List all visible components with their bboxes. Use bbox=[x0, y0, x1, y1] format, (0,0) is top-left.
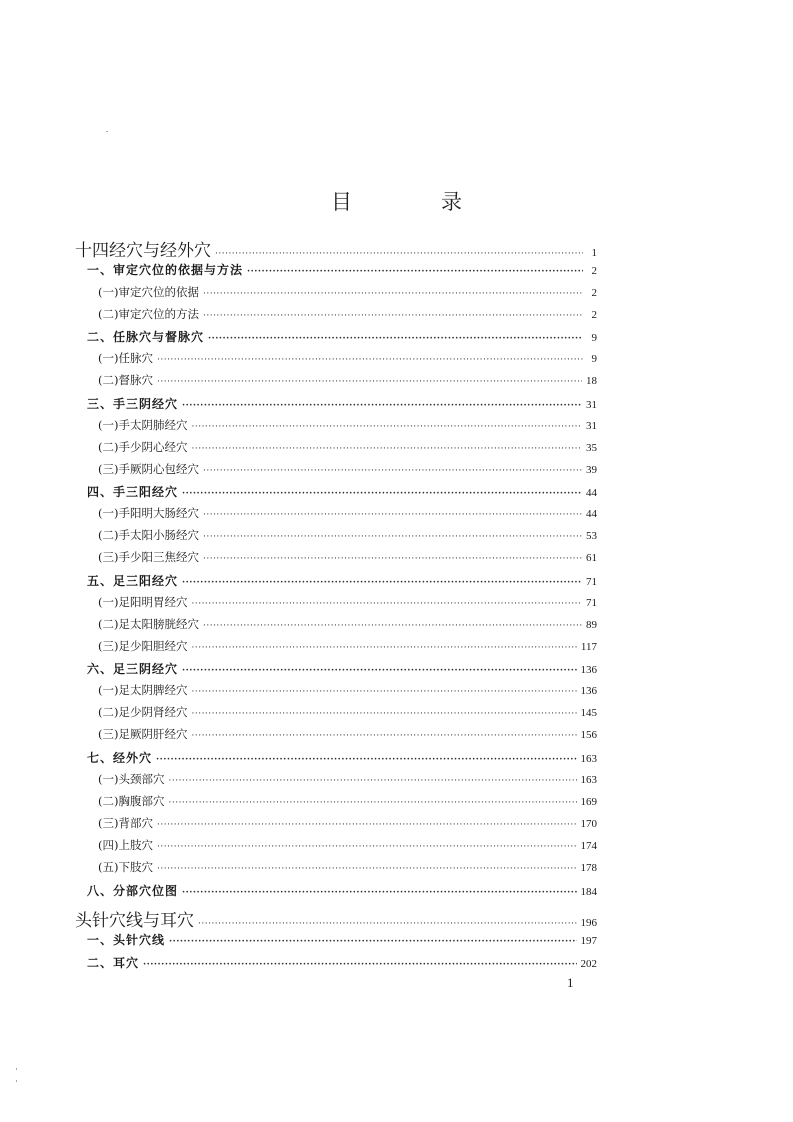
toc-entry-label: 四、手三阳经穴 bbox=[87, 485, 179, 499]
dot-leader bbox=[203, 312, 583, 321]
toc-subsection[interactable] bbox=[98, 616, 597, 632]
toc-entry-label: 头针穴线与耳穴 bbox=[75, 911, 194, 931]
toc-entry-page: 35 bbox=[586, 442, 597, 454]
toc-subsection[interactable] bbox=[98, 682, 597, 698]
toc-section[interactable] bbox=[87, 660, 597, 677]
toc-section[interactable] bbox=[87, 749, 597, 766]
toc-section[interactable] bbox=[87, 882, 597, 899]
dot-leader bbox=[247, 268, 583, 277]
toc-entry-page: 2 bbox=[591, 309, 597, 321]
dot-leader bbox=[157, 378, 582, 387]
toc-subsection[interactable] bbox=[98, 771, 597, 787]
toc-section[interactable] bbox=[87, 395, 597, 412]
toc-entry-page: 2 bbox=[591, 287, 597, 299]
toc-entry-page: 169 bbox=[580, 796, 597, 808]
toc-entry-page: 1 bbox=[591, 247, 597, 259]
toc-entry-page: 145 bbox=[580, 707, 597, 719]
toc-section[interactable] bbox=[87, 261, 597, 278]
dot-leader bbox=[203, 555, 582, 564]
toc-entry-page: 44 bbox=[586, 508, 597, 520]
dot-leader bbox=[143, 961, 576, 970]
toc-entry-label: 五、足三阳经穴 bbox=[87, 574, 179, 588]
toc-entry-label: (二)督脉穴 bbox=[98, 373, 153, 387]
toc-entry-page: 202 bbox=[580, 958, 597, 970]
dot-leader bbox=[191, 644, 576, 653]
toc-subsection[interactable] bbox=[98, 527, 597, 543]
toc-entry-label: 十四经穴与经外穴 bbox=[75, 241, 211, 261]
dot-leader bbox=[203, 511, 582, 520]
toc-entry-label: 七、经外穴 bbox=[87, 751, 153, 765]
scan-speck bbox=[106, 131, 108, 132]
toc-entry-label: 一、头针穴线 bbox=[87, 933, 166, 947]
dot-leader bbox=[182, 579, 582, 588]
toc-entry-label: (二)审定穴位的方法 bbox=[98, 307, 199, 321]
toc-entry-page: 163 bbox=[580, 774, 597, 786]
dot-leader bbox=[157, 843, 577, 852]
toc-subsection[interactable] bbox=[98, 793, 597, 809]
toc-subsection[interactable] bbox=[98, 284, 597, 300]
dot-leader bbox=[191, 423, 582, 432]
toc-section[interactable] bbox=[87, 328, 597, 345]
toc-entry-page: 39 bbox=[586, 464, 597, 476]
dot-leader bbox=[203, 622, 582, 631]
toc-entry-page: 9 bbox=[591, 332, 597, 344]
toc-entry-page: 18 bbox=[586, 375, 597, 387]
toc-section[interactable] bbox=[87, 931, 597, 948]
dot-leader bbox=[182, 889, 576, 898]
toc-subsection[interactable] bbox=[98, 815, 597, 831]
page-title: 目 录 bbox=[331, 190, 496, 214]
toc-section[interactable] bbox=[87, 572, 597, 589]
toc-subsection[interactable] bbox=[98, 859, 597, 875]
toc-entry-page: 61 bbox=[586, 552, 597, 564]
toc-entry-label: (二)胸腹部穴 bbox=[98, 794, 165, 808]
toc-entry-label: (三)足厥阴肝经穴 bbox=[98, 727, 188, 741]
toc-entry-page: 71 bbox=[586, 576, 597, 588]
dot-leader bbox=[198, 920, 577, 929]
toc-entry-label: (二)足少阴肾经穴 bbox=[98, 705, 188, 719]
toc-subsection[interactable] bbox=[98, 461, 597, 477]
toc-entry-page: 31 bbox=[586, 399, 597, 411]
toc-subsection[interactable] bbox=[98, 306, 597, 322]
toc-subsection[interactable] bbox=[98, 638, 597, 654]
toc-entry-label: (三)足少阳胆经穴 bbox=[98, 639, 188, 653]
toc-entry-page: 136 bbox=[580, 685, 597, 697]
toc-entry-label: (一)手太阴肺经穴 bbox=[98, 418, 188, 432]
dot-leader bbox=[157, 821, 577, 830]
toc-subsection[interactable] bbox=[98, 439, 597, 455]
dot-leader bbox=[156, 756, 576, 765]
toc-entry-label: 三、手三阴经穴 bbox=[87, 397, 179, 411]
dot-leader bbox=[157, 865, 577, 874]
toc-entry-label: (三)手少阳三焦经穴 bbox=[98, 550, 199, 564]
toc-entry-label: (五)下肢穴 bbox=[98, 860, 153, 874]
toc-subsection[interactable] bbox=[98, 350, 597, 366]
dot-leader bbox=[203, 533, 582, 542]
toc-entry-label: 二、耳穴 bbox=[87, 956, 140, 970]
toc-subsection[interactable] bbox=[98, 704, 597, 720]
toc-subsection[interactable] bbox=[98, 837, 597, 853]
dot-leader bbox=[182, 402, 582, 411]
toc-entry-page: 196 bbox=[580, 917, 597, 929]
dot-leader bbox=[182, 667, 576, 676]
toc-entry-label: (二)足太阳膀胱经穴 bbox=[98, 617, 199, 631]
toc-subsection[interactable] bbox=[98, 549, 597, 565]
toc-entry-label: (三)背部穴 bbox=[98, 816, 153, 830]
dot-leader bbox=[168, 777, 576, 786]
toc-section[interactable] bbox=[87, 954, 597, 971]
toc-entry-page: 71 bbox=[586, 597, 597, 609]
toc-subsection[interactable] bbox=[98, 417, 597, 433]
toc-entry-label: (二)手太阳小肠经穴 bbox=[98, 528, 199, 542]
toc-chapter[interactable] bbox=[75, 906, 597, 931]
toc-entry-page: 163 bbox=[580, 753, 597, 765]
toc-subsection[interactable] bbox=[98, 726, 597, 742]
toc-subsection[interactable] bbox=[98, 594, 597, 610]
dot-leader bbox=[191, 600, 582, 609]
page-number: 1 bbox=[567, 975, 574, 990]
dot-leader bbox=[182, 490, 582, 499]
toc-entry-label: (一)足阳明胃经穴 bbox=[98, 595, 188, 609]
scan-speck bbox=[16, 1080, 17, 1082]
dot-leader bbox=[191, 445, 582, 454]
dot-leader bbox=[191, 710, 576, 719]
toc-chapter[interactable] bbox=[75, 236, 597, 261]
dot-leader bbox=[157, 356, 583, 365]
toc-entry-label: (一)足太阴脾经穴 bbox=[98, 683, 188, 697]
scan-speck bbox=[16, 1068, 17, 1070]
toc-entry-page: 31 bbox=[586, 420, 597, 432]
dot-leader bbox=[169, 938, 576, 947]
toc-entry-label: (一)审定穴位的依据 bbox=[98, 285, 199, 299]
toc-entry-page: 89 bbox=[586, 619, 597, 631]
toc-subsection[interactable] bbox=[98, 505, 597, 521]
toc-entry-page: 174 bbox=[580, 840, 597, 852]
toc-entry-page: 136 bbox=[580, 664, 597, 676]
toc-entry-label: (一)头颈部穴 bbox=[98, 772, 165, 786]
toc-entry-label: 二、任脉穴与督脉穴 bbox=[87, 330, 205, 344]
toc-entry-page: 184 bbox=[580, 886, 597, 898]
toc-entry-label: 六、足三阴经穴 bbox=[87, 662, 179, 676]
toc-entry-page: 197 bbox=[580, 935, 597, 947]
toc-entry-page: 156 bbox=[580, 729, 597, 741]
dot-leader bbox=[215, 250, 583, 259]
dot-leader bbox=[203, 290, 583, 299]
toc-entry-page: 117 bbox=[580, 641, 597, 653]
toc-entry-label: (二)手少阴心经穴 bbox=[98, 440, 188, 454]
dot-leader bbox=[191, 732, 576, 741]
toc-entry-label: (一)任脉穴 bbox=[98, 351, 153, 365]
toc-entry-page: 170 bbox=[580, 818, 597, 830]
dot-leader bbox=[168, 799, 576, 808]
dot-leader bbox=[203, 467, 582, 476]
toc-entry-label: 一、审定穴位的依据与方法 bbox=[87, 263, 244, 277]
dot-leader bbox=[208, 335, 583, 344]
toc-entry-page: 9 bbox=[591, 353, 597, 365]
toc-subsection[interactable] bbox=[98, 372, 597, 388]
toc-entry-page: 44 bbox=[586, 487, 597, 499]
toc-entry-label: (三)手厥阴心包经穴 bbox=[98, 462, 199, 476]
toc-entry-label: (四)上肢穴 bbox=[98, 838, 153, 852]
toc-entry-label: 八、分部穴位图 bbox=[87, 884, 179, 898]
toc-entry-label: (一)手阳明大肠经穴 bbox=[98, 506, 199, 520]
toc-entry-page: 178 bbox=[580, 862, 597, 874]
toc-entry-page: 2 bbox=[591, 265, 597, 277]
dot-leader bbox=[191, 688, 576, 697]
toc-entry-page: 53 bbox=[586, 530, 597, 542]
toc-section[interactable] bbox=[87, 483, 597, 500]
